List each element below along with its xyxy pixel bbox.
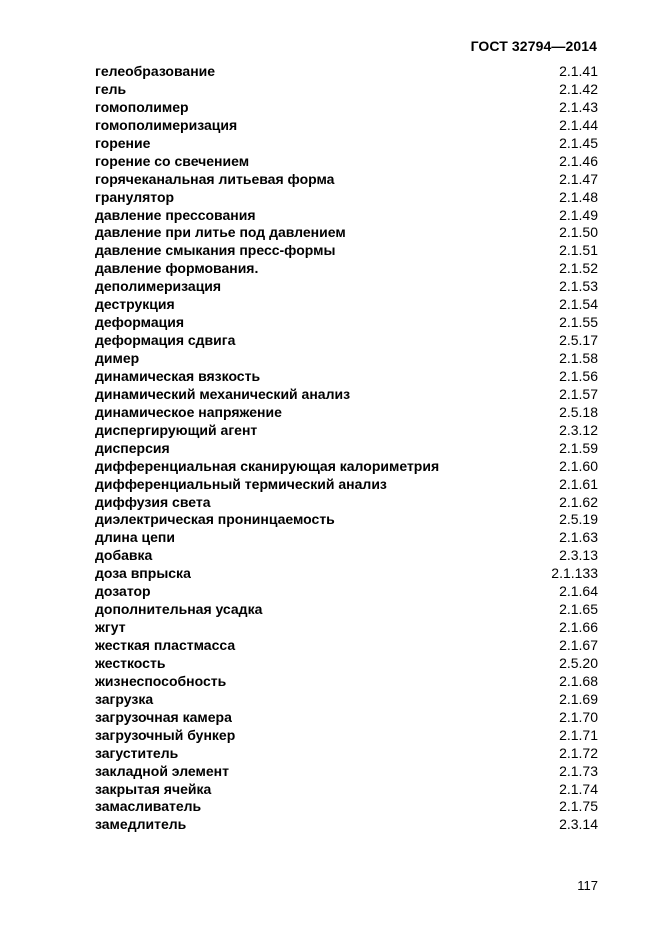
index-reference: 2.3.12: [559, 421, 598, 438]
index-reference: 2.1.60: [559, 457, 598, 474]
index-entry: [95, 296, 598, 314]
index-term: закрытая ячейка: [95, 780, 212, 797]
index-term: дисперсия: [95, 439, 170, 456]
index-reference: 2.3.14: [559, 816, 598, 833]
index-reference: 2.1.47: [559, 170, 598, 187]
index-term: дополнительная усадка: [95, 601, 263, 618]
index-term: гелеобразование: [95, 63, 216, 79]
index-entry: [95, 727, 598, 745]
index-entry: [95, 691, 598, 709]
index-entry: [95, 709, 598, 727]
index-entry: [95, 440, 598, 458]
index-entry: [95, 404, 598, 422]
index-term: димер: [95, 350, 140, 366]
index-entry: [95, 278, 598, 296]
index-reference: 2.1.61: [559, 475, 598, 492]
index-term: деструкция: [95, 296, 175, 313]
index-entry: [95, 601, 598, 619]
index-term: жесткая пластмасса: [95, 637, 236, 653]
index-entry: [95, 565, 598, 583]
index-term: загуститель: [95, 744, 179, 761]
index-reference: 2.1.73: [559, 762, 598, 779]
index-term: горение: [95, 134, 151, 151]
index-reference: 2.1.52: [559, 260, 598, 277]
index-reference: 2.5.19: [559, 511, 598, 528]
index-term: доза впрыска: [95, 565, 191, 582]
index-entry: [95, 117, 598, 135]
index-reference: 2.1.41: [559, 63, 598, 79]
index-term: длина цепи: [95, 529, 175, 546]
index-reference: 2.1.65: [559, 601, 598, 618]
index-term: гомополимер: [95, 98, 189, 115]
index-entry: [95, 314, 598, 332]
index-entry: [95, 547, 598, 565]
index-reference: 2.3.13: [559, 547, 598, 564]
index-term: дифференциальный термический анализ: [95, 475, 387, 492]
index-reference: 2.1.56: [559, 367, 598, 384]
index-term: деформация сдвига: [95, 332, 236, 349]
index-entry: [95, 63, 598, 81]
index-entry: [95, 798, 598, 816]
index-reference: 2.1.74: [559, 780, 598, 797]
index-term: добавка: [95, 547, 153, 564]
index-reference: 2.1.63: [559, 529, 598, 546]
index-entry: [95, 332, 598, 350]
index-entry: [95, 583, 598, 601]
index-entry: [95, 781, 598, 799]
document-header: ГОСТ 32794—2014: [470, 38, 597, 54]
index-entry: [95, 673, 598, 691]
index-term: динамическая вязкость: [95, 367, 261, 384]
index-term: диспергирующий агент: [95, 421, 258, 438]
index-entry: [95, 171, 598, 189]
index-entry: [95, 207, 598, 225]
index-entry: [95, 368, 598, 386]
index-entry: [95, 350, 598, 368]
index-term: давление смыкания пресс-формы: [95, 242, 336, 259]
index-reference: 2.1.66: [559, 619, 598, 636]
index-reference: 2.1.67: [559, 637, 598, 653]
index-reference: 2.1.43: [559, 98, 598, 115]
index-entry: [95, 511, 598, 529]
index-term: горячеканальная литьевая форма: [95, 170, 335, 187]
index-reference: 2.1.70: [559, 708, 598, 725]
index-reference: 2.1.51: [559, 242, 598, 259]
index-entry: [95, 476, 598, 494]
index-reference: 2.1.69: [559, 690, 598, 707]
index-reference: 2.1.50: [559, 224, 598, 241]
index-term: замедлитель: [95, 816, 187, 833]
index-entry: [95, 655, 598, 673]
index-reference: 2.1.72: [559, 744, 598, 761]
index-entry: [95, 745, 598, 763]
index-reference: 2.1.44: [559, 116, 598, 133]
index-reference: 2.1.48: [559, 188, 598, 205]
index-term: деполимеризация: [95, 278, 222, 295]
index-term: жесткость: [95, 654, 166, 671]
index-term: гомополимеризация: [95, 116, 238, 133]
index-term: гель: [95, 80, 127, 97]
index-entry: [95, 153, 598, 171]
index-term: загрузка: [95, 690, 154, 707]
index-entry: [95, 494, 598, 512]
index-reference: 2.1.62: [559, 493, 598, 510]
index-reference: 2.1.58: [559, 350, 598, 366]
index-term: динамический механический анализ: [95, 385, 351, 402]
index-reference: 2.5.18: [559, 403, 598, 420]
term-index-list: [95, 63, 598, 834]
index-term: загрузочный бункер: [95, 726, 236, 743]
index-entry: [95, 529, 598, 547]
index-reference: 2.1.46: [559, 152, 598, 169]
index-reference: 2.1.53: [559, 278, 598, 295]
index-reference: 2.1.55: [559, 314, 598, 331]
index-term: диэлектрическая пронинцаемость: [95, 511, 335, 528]
index-entry: [95, 816, 598, 834]
index-reference: 2.1.133: [551, 565, 598, 582]
index-reference: 2.1.68: [559, 672, 598, 689]
index-term: жгут: [95, 619, 126, 636]
index-reference: 2.1.49: [559, 206, 598, 223]
index-reference: 2.1.71: [559, 726, 598, 743]
index-term: деформация: [95, 314, 184, 331]
index-reference: 2.1.45: [559, 134, 598, 151]
index-term: дифференциальная сканирующая калориметрия: [95, 457, 440, 474]
page-number: 117: [577, 878, 598, 893]
index-entry: [95, 242, 598, 260]
index-term: дозатор: [95, 583, 151, 600]
index-entry: [95, 81, 598, 99]
index-entry: [95, 763, 598, 781]
index-entry: [95, 224, 598, 242]
index-reference: 2.5.20: [559, 654, 598, 671]
index-term: жизнеспособность: [95, 672, 227, 689]
index-entry: [95, 135, 598, 153]
index-entry: [95, 99, 598, 117]
index-term: давление прессования: [95, 206, 256, 223]
index-term: горение со свечением: [95, 152, 250, 169]
index-entry: [95, 386, 598, 404]
index-entry: [95, 637, 598, 655]
index-reference: 2.1.64: [559, 583, 598, 600]
index-entry: [95, 189, 598, 207]
index-term: диффузия света: [95, 493, 211, 510]
index-reference: 2.1.42: [559, 80, 598, 97]
index-entry: [95, 619, 598, 637]
index-reference: 2.1.75: [559, 798, 598, 815]
index-term: давление при литье под давлением: [95, 224, 346, 241]
index-reference: 2.1.57: [559, 385, 598, 402]
index-reference: 2.5.17: [559, 332, 598, 349]
index-term: гранулятор: [95, 188, 175, 205]
index-term: давление формования.: [95, 260, 259, 277]
index-term: закладной элемент: [95, 762, 229, 779]
index-reference: 2.1.59: [559, 439, 598, 456]
index-term: динамическое напряжение: [95, 403, 282, 420]
index-reference: 2.1.54: [559, 296, 598, 313]
index-term: загрузочная камера: [95, 708, 232, 725]
index-entry: [95, 422, 598, 440]
index-entry: [95, 260, 598, 278]
index-entry: [95, 458, 598, 476]
index-term: замасливатель: [95, 798, 202, 815]
